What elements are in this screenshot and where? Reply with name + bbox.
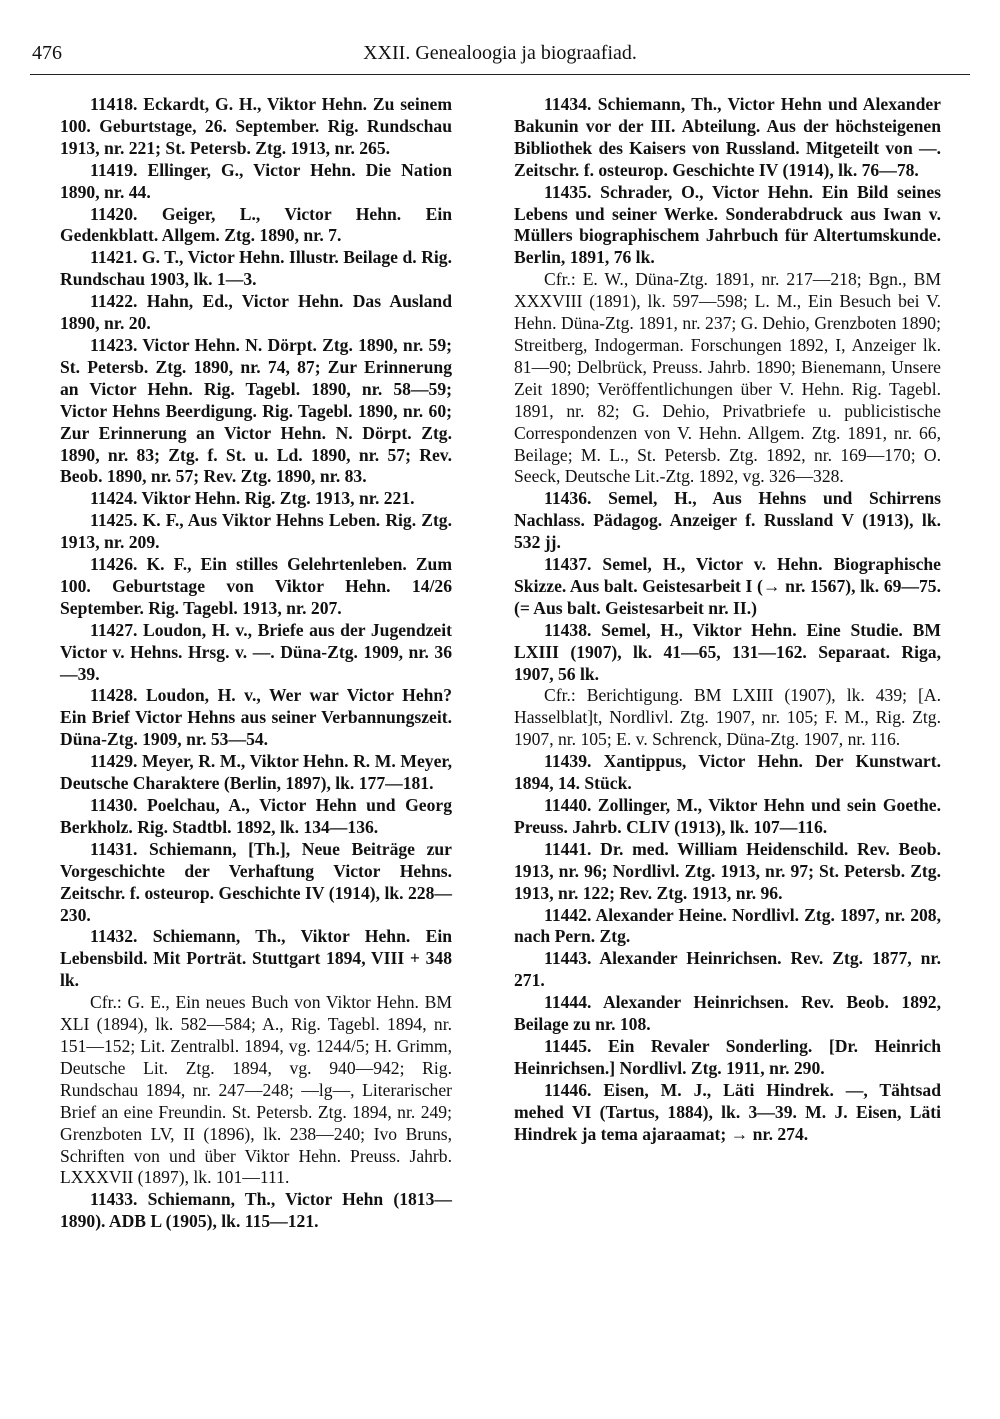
cfr-note: Cfr.: E. W., Düna-Ztg. 1891, nr. 217—218; Bgn., BM XXXVIII (1891), lk. 597—598; L. M., Ein Besuch bei V. Hehn. Düna-Ztg. 1891, nr. 237; G. Dehio, Grenzboten 1890; Streitberg, Indogerman. Forschungen 1892, I, Anzeiger lk. 81—90; Delbrück, Preuss. Jahrb. 1890; Bienemann, Unsere Zeit 1890; Veröffentlichungen über V. Hehn. Rig. Tagebl. 1891, nr. 82; G. Dehio, Privatbriefe u. publicistische Correspondenzen von V. Hehn. Allgem. Ztg. 1891, nr. 66, Beilage; M. L., St. Petersb. Ztg. 1892, nr. 169—170; O. Seeck, Deutsche Lit.-Ztg. 1892, vg. 326—328. (514, 269, 941, 487)
bibliography-entry: 11421. G. T., Victor Hehn. Illustr. Beilage d. Rig. Rundschau 1903, lk. 1—3. (60, 247, 452, 290)
bibliography-entry: 11433. Schiemann, Th., Victor Hehn (1813—1890). ADB L (1905), lk. 115—121. (60, 1189, 452, 1232)
right-column (514, 94, 941, 1146)
bibliography-entry: 11431. Schiemann, [Th.], Neue Beiträge zur Vorgeschichte der Verhaftung Victor Hehns. Zeitschr. f. osteurop. Geschichte IV (1914), lk. 228—230. (60, 838, 452, 925)
bibliography-entry: 11439. Xantippus, Victor Hehn. Der Kunstwart. 1894, 14. Stück. (514, 751, 941, 794)
cfr-note: Cfr.: Berichtigung. BM LXIII (1907), lk. 439; [A. Hasselblat]t, Nordlivl. Ztg. 1907, nr. 105; F. M., Rig. Ztg. 1907, nr. 105; E. v. Schrenck, Düna-Ztg. 1907, nr. 116. (514, 685, 941, 750)
bibliography-entry: 11438. Semel, H., Viktor Hehn. Eine Studie. BM LXIII (1907), lk. 41—65, 131—162. Separaat. Riga, 1907, 56 lk. (514, 619, 941, 684)
bibliography-entry: 11420. Geiger, L., Victor Hehn. Ein Gedenkblatt. Allgem. Ztg. 1890, nr. 7. (60, 203, 452, 246)
page-header (30, 38, 970, 75)
bibliography-entry: 11430. Poelchau, A., Victor Hehn und Georg Berkholz. Rig. Stadtbl. 1892, lk. 134—136. (60, 795, 452, 837)
bibliography-entry: 11423. Victor Hehn. N. Dörpt. Ztg. 1890, nr. 59; St. Petersb. Ztg. 1890, nr. 74, 87; Zur Erinnerung an Victor Hehn. Rig. Tagebl. 1890, nr. 58—59; Victor Hehns Beerdigung. Rig. Tagebl. 1890, nr. 60; Zur Erinnerung an Victor Hehn. N. Dörpt. Ztg. 1890, nr. 83; Ztg. f. St. u. Ld. 1890, nr. 57; Rev. Beob. 1890, nr. 57; Rev. Ztg. 1890, nr. 83. (60, 334, 452, 487)
bibliography-entry: 11445. Ein Revaler Sonderling. [Dr. Heinrich Heinrichsen.] Nordlivl. Ztg. 1911, nr. 290. (514, 1035, 941, 1078)
bibliography-entry: 11418. Eckardt, G. H., Viktor Hehn. Zu seinem 100. Geburtstage, 26. September. Rig. Rundschau 1913, nr. 221; St. Petersb. Ztg. 1913, nr. 265. (60, 94, 452, 158)
bibliography-entry: 11443. Alexander Heinrichsen. Rev. Ztg. 1877, nr. 271. (514, 948, 941, 991)
bibliography-entry: 11425. K. F., Aus Viktor Hehns Leben. Rig. Ztg. 1913, nr. 209. (60, 510, 452, 553)
bibliography-entry: 11422. Hahn, Ed., Victor Hehn. Das Ausland 1890, nr. 20. (60, 291, 452, 334)
bibliography-entry: 11442. Alexander Heine. Nordlivl. Ztg. 1897, nr. 208, nach Pern. Ztg. (514, 904, 941, 947)
page-number: 476 (32, 42, 62, 64)
bibliography-entry: 11428. Loudon, H. v., Wer war Victor Hehn? Ein Brief Victor Hehns aus seiner Verbannungszeit. Düna-Ztg. 1909, nr. 53—54. (60, 685, 452, 750)
left-column (60, 94, 452, 1233)
bibliography-entry: 11424. Viktor Hehn. Rig. Ztg. 1913, nr. 221. (90, 488, 415, 509)
bibliography-entry: 11432. Schiemann, Th., Viktor Hehn. Ein Lebensbild. Mit Porträt. Stuttgart 1894, VIII + 348 lk. (60, 926, 452, 991)
bibliography-entry: 11440. Zollinger, M., Viktor Hehn und sein Goethe. Preuss. Jahrb. CLIV (1913), lk. 107—116. (514, 795, 941, 837)
bibliography-entry: 11436. Semel, H., Aus Hehns und Schirrens Nachlass. Pädagog. Anzeiger f. Russland V (1913), lk. 532 jj. (514, 488, 941, 553)
bibliography-entry: 11435. Schrader, O., Victor Hehn. Ein Bild seines Lebens und seiner Werke. Sonderabdruck aus Iwan v. Müllers biographischem Jahrbuch für Altertumskunde. Berlin, 1891, 76 lk. (514, 181, 941, 268)
bibliography-entry: 11434. Schiemann, Th., Victor Hehn und Alexander Bakunin vor der III. Abteilung. Aus der höchsteigenen Bibliothek des Kaisers von Russland. Mitgeteilt von —. Zeitschr. f. osteurop. Geschichte IV (1914), lk. 76—78. (514, 94, 941, 180)
bibliography-entry: 11429. Meyer, R. M., Viktor Hehn. R. M. Meyer, Deutsche Charaktere (Berlin, 1897), lk. 177—181. (60, 751, 452, 794)
bibliography-entry: 11426. K. F., Ein stilles Gelehrtenleben. Zum 100. Geburtstage von Viktor Hehn. 14/26 September. Rig. Tagebl. 1913, nr. 207. (60, 554, 452, 618)
bibliography-entry: 11419. Ellinger, G., Victor Hehn. Die Nation 1890, nr. 44. (60, 159, 452, 202)
running-head: XXII. Genealoogia ja biograafiad. (363, 42, 637, 64)
bibliography-entry: 11446. Eisen, M. J., Läti Hindrek. —, Tähtsad mehed VI (Tartus, 1884), lk. 3—39. M. J. Eisen, Läti Hindrek ja tema ajaraamat; → nr. 274. (514, 1079, 941, 1144)
bibliography-entry: 11437. Semel, H., Victor v. Hehn. Biographische Skizze. Aus balt. Geistesarbeit I (→ nr. 1567), lk. 69—75. (= Aus balt. Geistesarbeit nr. II.) (514, 554, 941, 618)
bibliography-entry: 11427. Loudon, H. v., Briefe aus der Jugendzeit Victor v. Hehns. Hrsg. v. —. Düna-Ztg. 1909, nr. 36—39. (60, 619, 452, 684)
cfr-note: Cfr.: G. E., Ein neues Buch von Viktor Hehn. BM XLI (1894), lk. 582—584; A., Rig. Tagebl. 1894, nr. 151—152; Lit. Zentralbl. 1894, vg. 1244/5; H. Grimm, Deutsche Lit. Ztg. 1894, vg. 940—942; Rig. Rundschau 1894, nr. 247—248; —lg—, Literarischer Brief an eine Freundin. St. Petersb. Ztg. 1894, nr. 249; Grenzboten LV, II (1896), lk. 238—240; Ivo Bruns, Schriften von und über Viktor Hehn. Preuss. Jahrb. LXXXVII (1897), lk. 101—111. (60, 992, 452, 1188)
bibliography-entry: 11444. Alexander Heinrichsen. Rev. Beob. 1892, Beilage zu nr. 108. (514, 992, 941, 1035)
bibliography-entry: 11441. Dr. med. William Heidenschild. Rev. Beob. 1913, nr. 96; Nordlivl. Ztg. 1913, nr. 97; St. Petersb. Ztg. 1913, nr. 122; Rev. Ztg. 1913, nr. 96. (514, 838, 941, 903)
